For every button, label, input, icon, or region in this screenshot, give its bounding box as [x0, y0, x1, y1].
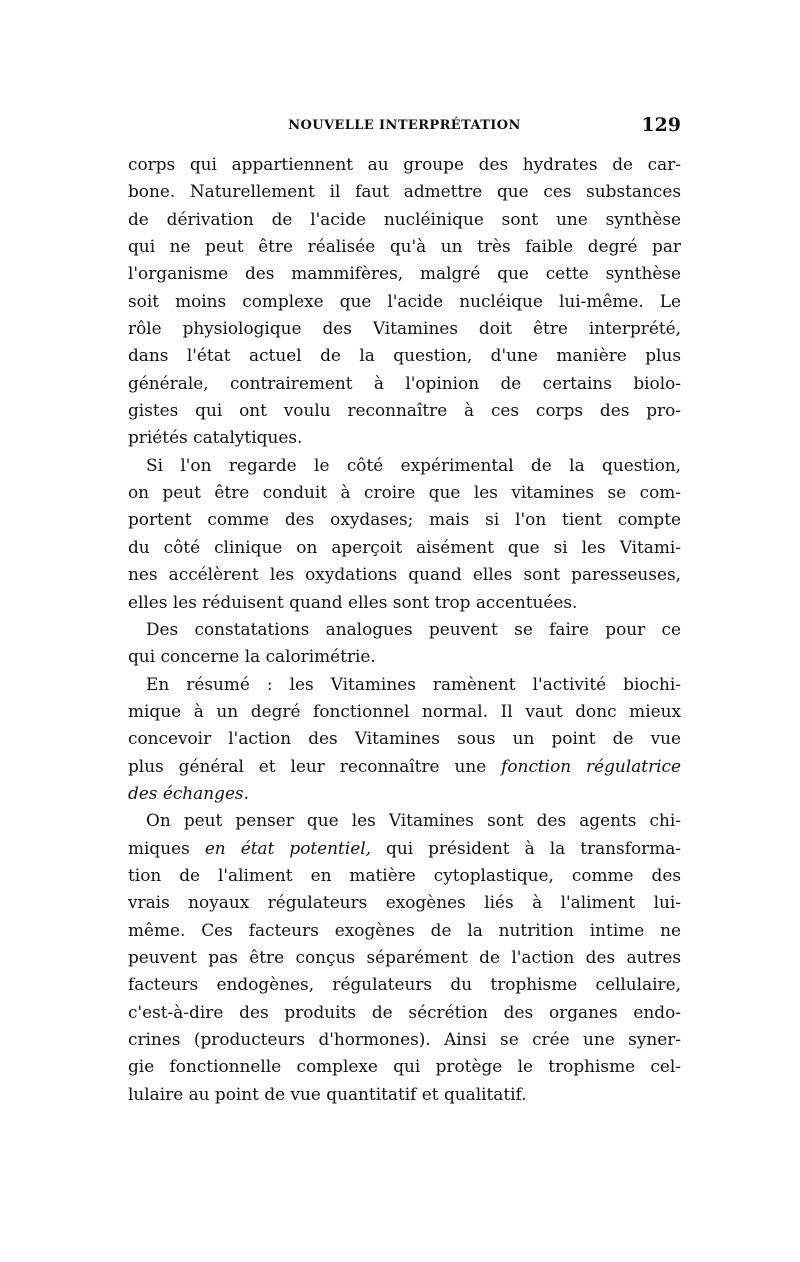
text-line: l'organisme des mammifères, malgré que cette synthèse	[128, 263, 681, 284]
text-line: mique à un degré fonctionnel normal. Il vaut donc mieux	[128, 700, 681, 721]
text-line: tion de l'aliment en matière cytoplastique, comme des	[128, 864, 681, 885]
text-line: elles les réduisent quand elles sont trop accentuées.	[128, 591, 578, 612]
text-line: portent comme des oxydases; mais si l'on tient compte	[128, 509, 681, 530]
running-title: NOUVELLE INTERPRÉTATION	[288, 118, 521, 133]
text-line: corps qui appartiennent au groupe des hydrates de car-	[128, 154, 681, 174]
text-line: c'est-à-dire des produits de sécrétion des organes endo-	[128, 1001, 681, 1022]
text-line: de dérivation de l'acide nucléinique sont une synthèse	[128, 208, 681, 229]
text-line: du côté clinique on aperçoit aisément que si les Vitami-	[128, 536, 681, 557]
text-line: miques en état potentiel, qui président à la transforma-	[128, 837, 681, 858]
text-line: soit moins complexe que l'acide nucléique lui-même. Le	[128, 290, 681, 311]
text-line: qui concerne la calorimétrie.	[128, 646, 376, 667]
paragraph-first-line: On peut penser que les Vitamines sont des agents chi-	[146, 810, 681, 831]
paragraph-first-line: Si l'on regarde le côté expérimental de la question,	[146, 454, 681, 475]
text-line: concevoir l'action des Vitamines sous un point de vue	[128, 728, 681, 749]
text-line: lulaire au point de vue quantitatif et qualitatif.	[128, 1083, 527, 1104]
text-line: bone. Naturellement il faut admettre que ces substances	[128, 181, 681, 202]
italic-phrase: des échanges.	[128, 782, 249, 803]
paragraph-first-line: En résumé : les Vitamines ramènent l'activité biochi-	[146, 673, 681, 694]
text-line: générale, contrairement à l'opinion de certains biolo-	[128, 372, 681, 393]
text-line: rôle physiologique des Vitamines doit être interprété,	[128, 318, 681, 339]
text-line: même. Ces facteurs exogènes de la nutrition intime ne	[128, 919, 681, 940]
text-line: dans l'état actuel de la question, d'une manière plus	[128, 345, 681, 366]
text-line: crines (producteurs d'hormones). Ainsi se crée une syner-	[128, 1029, 681, 1049]
text-line: gie fonctionnelle complexe qui protège le trophisme cel-	[128, 1056, 681, 1077]
running-head	[128, 114, 681, 138]
text-line	[128, 780, 681, 807]
text-line: qui ne peut être réalisée qu'à un très faible degré par	[128, 236, 681, 257]
text-line: nes accélèrent les oxydations quand elles sont paresseuses,	[128, 564, 681, 585]
text-line: peuvent pas être conçus séparément de l'action des autres	[128, 946, 681, 967]
italic-phrase: en état potentiel,	[204, 837, 371, 858]
text-body	[128, 151, 681, 1108]
text-line: facteurs endogènes, régulateurs du trophisme cellulaire,	[128, 974, 681, 995]
text-line: priétés catalytiques.	[128, 427, 303, 448]
text-line: plus général et leur reconnaître une fonction régulatrice	[128, 755, 681, 776]
paragraph-first-line: Des constatations analogues peuvent se faire pour ce	[146, 618, 681, 639]
page-number: 129	[641, 114, 681, 136]
text-line: gistes qui ont voulu reconnaître à ces corps des pro-	[128, 400, 681, 421]
italic-phrase: fonction régulatrice	[501, 755, 681, 776]
text-line: on peut être conduit à croire que les vitamines se com-	[128, 482, 681, 503]
text-line: vrais noyaux régulateurs exogènes liés à l'aliment lui-	[128, 892, 681, 913]
